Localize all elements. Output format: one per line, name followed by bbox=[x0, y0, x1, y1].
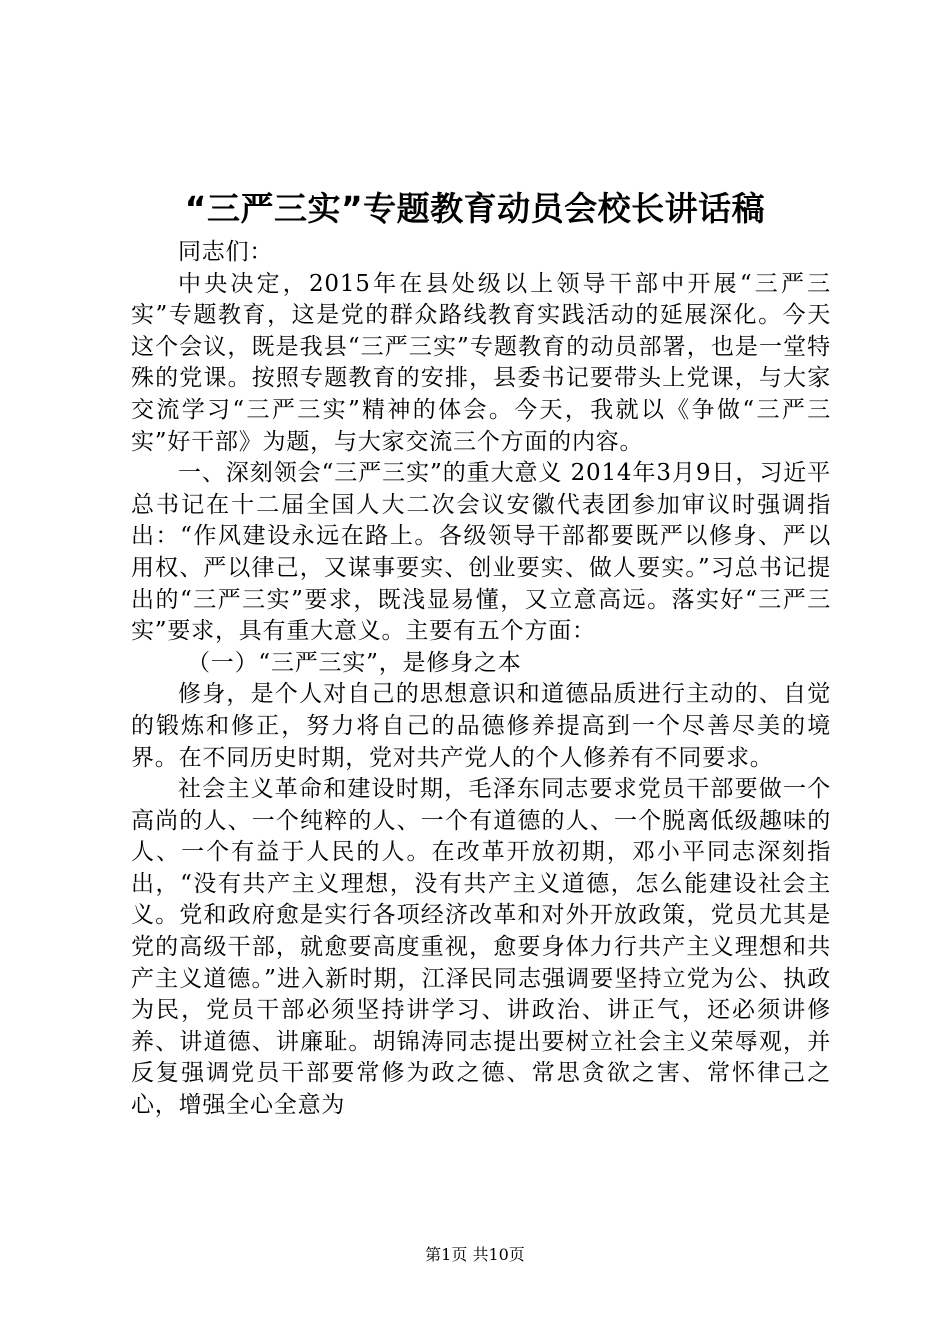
page-number-footer: 第1页 共10页 bbox=[425, 1245, 525, 1264]
paragraph: 社会主义革命和建设时期，毛泽东同志要求党员干部要做一个高尚的人、一个纯粹的人、一个有道德的人、一个脱离低级趣味的人、一个有益于人民的人。在改革开放初期，邓小平同志深刻指出，“没有共产主义理想，没有共产主义道德，怎么能建设社会主义。党和政府愈是实行各项经济改革和对外开放政策，党员尤其是党的高级干部，就愈要高度重视，愈要身体力行共产主义理想和共产主义道德。”进入新时期，江泽民同志强调要坚持立党为公、执政为民，党员干部必须坚持讲学习、讲政治、讲正气，还必须讲修养、讲道德、讲廉耻。胡锦涛同志提出要树立社会主义荣辱观，并反复强调党员干部要常修为政之德、常思贪欲之害、常怀律己之心，增强全心全意为 bbox=[131, 776, 831, 1119]
document-body bbox=[131, 237, 831, 1122]
paragraph: 一、深刻领会“三严三实”的重大意义 2014年3月9日，习近平总书记在十二届全国人大二次会议安徽代表团参加审议时强调指出：“作风建设永远在路上。各级领导干部都要既严以修身、严以用权、严以律己，又谋事要实、创业要实、做人要实。”习总书记提出的“三严三实”要求，既浅显易懂，又立意高远。落实好“三严三实”要求，具有重大意义。主要有五个方面： bbox=[131, 460, 831, 645]
salutation: 同志们： bbox=[178, 239, 274, 265]
document-title: “三严三实”专题教育动员会校长讲话稿 bbox=[184, 189, 766, 228]
paragraph: 修身，是个人对自己的思想意识和道德品质进行主动的、自觉的锻炼和修正，努力将自己的品德修养提高到一个尽善尽美的境界。在不同历史时期，党对共产党人的个人修养有不同要求。 bbox=[131, 681, 831, 771]
section-subheading: （一）“三严三实”，是修身之本 bbox=[187, 649, 522, 676]
paragraph: 中央决定，2015年在县处级以上领导干部中开展“三严三实”专题教育，这是党的群众路线教育实践活动的延展深化。今天这个会议，既是我县“三严三实”专题教育的动员部署，也是一堂特殊的党课。按照专题教育的安排，县委书记要带头上党课，与大家交流学习“三严三实”精神的体会。今天，我就以《争做“三严三实”好干部》为题，与大家交流三个方面的内容。 bbox=[131, 270, 831, 455]
